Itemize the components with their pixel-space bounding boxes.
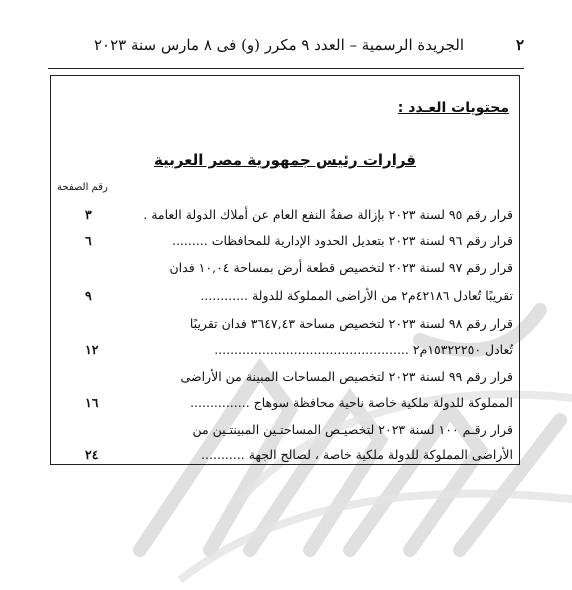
contents-line-text: قرار رقم ٩٧ لسنة ٢٠٢٣ لتخصيص قطعة أرض بمساحة ١٠,٠٤ فدان <box>169 260 513 275</box>
gazette-title: الجريدة الرسمية – العدد ٩ مكرر (و) فى ٨ مارس سنة ٢٠٢٣ <box>93 36 464 54</box>
contents-line-text: الأراضى المملوكة للدولة ملكية خاصة ، لصالح الجهة ........... <box>201 447 513 462</box>
section-title: قرارات رئيس جمهورية مصر العربية <box>154 151 416 169</box>
contents-line-page: ٦ <box>85 233 92 248</box>
contents-line <box>57 419 513 441</box>
contents-line <box>57 339 513 361</box>
contents-line-text: تقريبًا تُعادل ٤٢١٨٦م٢ من الأراضى المملوكة للدولة ............ <box>200 288 513 303</box>
contents-line-page: ١٢ <box>85 342 99 357</box>
contents-line-page: ٣ <box>85 207 92 222</box>
contents-line <box>57 313 513 335</box>
contents-heading: محتويات العـدد : <box>397 100 509 116</box>
contents-line-page: ١٦ <box>85 395 99 410</box>
contents-line <box>57 257 513 279</box>
contents-line-text: المملوكة للدولة ملكية خاصة ناحية محافظة سوهاج ............... <box>190 395 513 410</box>
running-header <box>48 36 524 58</box>
contents-line <box>57 366 513 388</box>
contents-line-text: قرار رقم ٩٦ لسنة ٢٠٢٣ بتعديل الحدود الإدارية للمحافظات ......... <box>171 233 513 248</box>
contents-box <box>50 75 520 465</box>
contents-line <box>57 204 513 226</box>
contents-line-text: تُعادل ١٥٣٢٢٢٥٠م٢ ................................................. <box>214 342 513 357</box>
contents-line-text: قرار رقم ٩٨ لسنة ٢٠٢٣ لتخصيص مساحة ٣٦٤٧,٤٣ فدان تقريبًا <box>189 316 513 331</box>
contents-line <box>57 392 513 414</box>
header-divider <box>48 68 524 69</box>
contents-line-page: ٩ <box>85 288 92 303</box>
contents-line <box>57 444 513 466</box>
page-number: ٢ <box>515 36 524 54</box>
contents-line-text: قرار رقم ٩٩ لسنة ٢٠٢٣ لتخصيص المساحات المبينة من الأراضى <box>180 369 513 384</box>
contents-line <box>57 230 513 252</box>
contents-line <box>57 285 513 307</box>
contents-line-text: قرار رقم ٩٥ لسنة ٢٠٢٣ بإزالة صفةُ النفع العام عن أملاك الدولة العامة . <box>143 207 513 222</box>
page-column-label: رقم الصفحة <box>57 182 108 193</box>
contents-line-text: قرار رقـم ١٠٠ لسنة ٢٠٢٣ لتخصيـص المساحتـين المبينتـين من <box>192 422 513 437</box>
contents-line-page: ٢٤ <box>85 447 99 462</box>
